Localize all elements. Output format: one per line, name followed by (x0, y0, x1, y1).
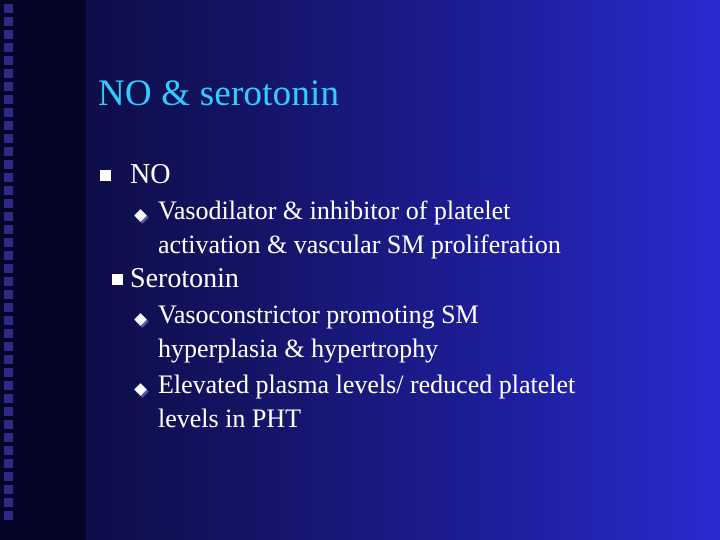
decorative-square (4, 472, 13, 481)
decorative-square (4, 82, 13, 91)
bullet-item-serotonin (0, 262, 720, 296)
decorative-square (4, 17, 13, 26)
decorative-square (4, 446, 13, 455)
slide-title: NO & serotonin (98, 73, 340, 114)
bullet-item-no (0, 158, 720, 192)
sub-bullet-item (0, 368, 720, 436)
sub-bullet-item (0, 194, 720, 262)
decorative-square (4, 56, 13, 65)
decorative-square (4, 134, 13, 143)
bullet-text: Serotonin (130, 263, 239, 294)
decorative-square (4, 511, 13, 520)
diamond-bullet-icon (133, 382, 149, 398)
sub-bullet-line: Vasoconstrictor promoting SM (158, 300, 479, 329)
sub-bullet-item (0, 298, 720, 366)
square-bullet-icon (100, 170, 111, 181)
decorative-square (4, 147, 13, 156)
sub-bullet-line: Vasodilator & inhibitor of platelet (158, 196, 511, 225)
bullet-text: NO (130, 159, 171, 190)
sub-bullet-line: Elevated plasma levels/ reduced platelet (158, 370, 576, 399)
decorative-square (4, 485, 13, 494)
diamond-bullet-icon (133, 312, 149, 328)
decorative-square (4, 95, 13, 104)
sub-bullet-line: levels in PHT (158, 404, 301, 433)
decorative-square (4, 459, 13, 468)
decorative-square (4, 121, 13, 130)
decorative-square (4, 69, 13, 78)
decorative-square (4, 498, 13, 507)
sub-bullet-line: hyperplasia & hypertrophy (158, 334, 439, 363)
square-bullet-icon (112, 274, 123, 285)
decorative-square (4, 4, 13, 13)
decorative-square (4, 43, 13, 52)
decorative-square (4, 30, 13, 39)
diamond-bullet-icon (133, 208, 149, 224)
decorative-square (4, 108, 13, 117)
bullet-list (0, 158, 720, 436)
sub-bullet-line: activation & vascular SM proliferation (158, 230, 561, 259)
